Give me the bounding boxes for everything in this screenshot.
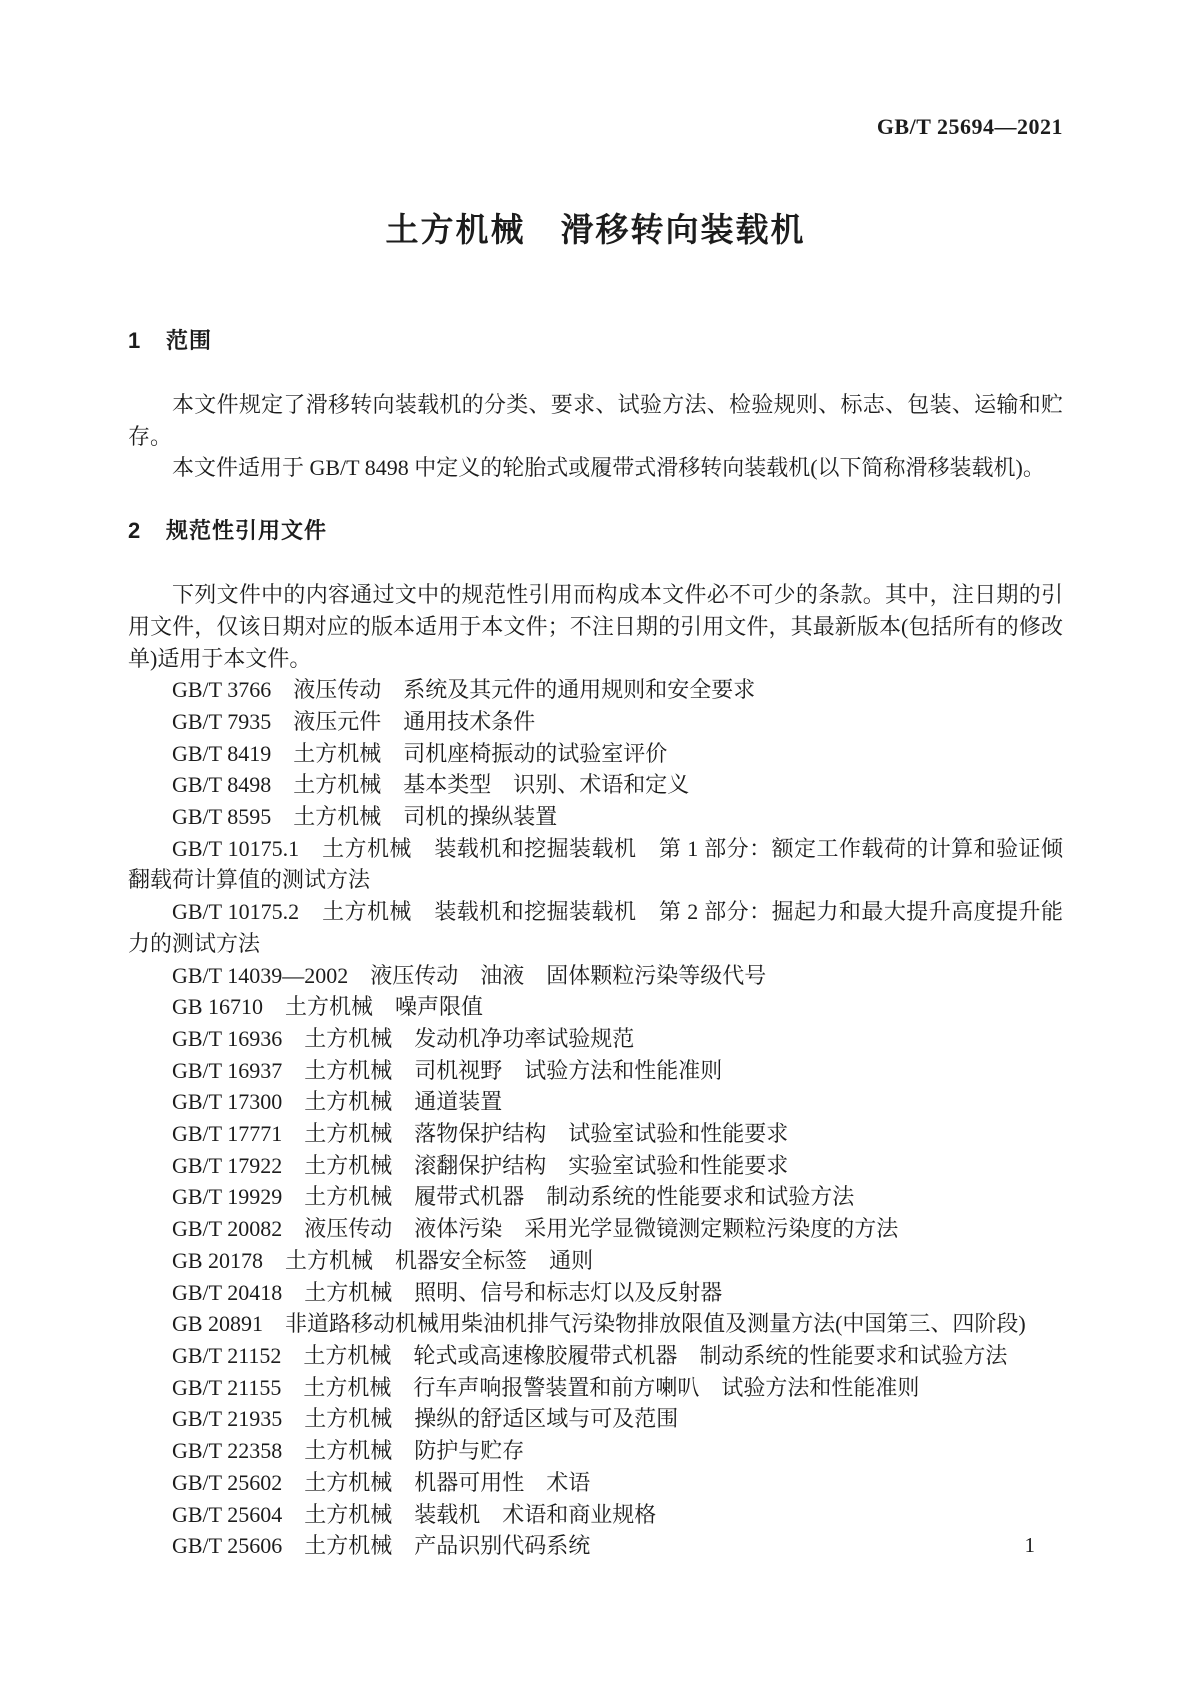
reference-item: GB/T 14039—2002 液压传动 油液 固体颗粒污染等级代号	[172, 962, 767, 988]
reference-item: GB/T 21152 土方机械 轮式或高速橡胶履带式机器 制动系统的性能要求和试验方法	[172, 1342, 1008, 1368]
document-title: 土方机械 滑移转向装载机	[385, 211, 806, 248]
reference-item: GB/T 22358 土方机械 防护与贮存	[172, 1438, 525, 1464]
reference-list	[128, 674, 1063, 1562]
section-2-heading	[128, 516, 1063, 546]
reference-item: GB 20178 土方机械 机器安全标签 通则	[172, 1247, 594, 1273]
reference-item: GB/T 16937 土方机械 司机视野 试验方法和性能准则	[172, 1057, 723, 1083]
references-intro-paragraph: 下列文件中的内容通过文中的规范性引用而构成本文件必不可少的条款。其中，注日期的引用文件，仅该日期对应的版本适用于本文件；不注日期的引用文件，其最新版本(包括所有的修改单)适用于本文件。	[128, 582, 1063, 671]
scope-paragraph: 本文件规定了滑移转向装载机的分类、要求、试验方法、检验规则、标志、包装、运输和贮存。	[128, 392, 1063, 449]
reference-item: GB/T 21155 土方机械 行车声响报警装置和前方喇叭 试验方法和性能准则	[172, 1374, 920, 1400]
reference-item: GB 20891 非道路移动机械用柴油机排气污染物排放限值及测量方法(中国第三、四阶段)	[172, 1311, 1026, 1337]
section-2-title: 规范性引用文件	[166, 518, 328, 544]
reference-item: GB/T 25604 土方机械 装载机 术语和商业规格	[172, 1501, 657, 1527]
reference-item: GB/T 25602 土方机械 机器可用性 术语	[172, 1469, 591, 1495]
reference-item: GB/T 8498 土方机械 基本类型 识别、术语和定义	[172, 772, 690, 798]
reference-item: GB/T 25606 土方机械 产品识别代码系统	[172, 1533, 591, 1559]
reference-item: GB/T 20418 土方机械 照明、信号和标志灯以及反射器	[172, 1279, 723, 1305]
reference-item: GB/T 3766 液压传动 系统及其元件的通用规则和安全要求	[172, 677, 756, 703]
section-1-heading	[128, 326, 1063, 356]
reference-item: GB/T 17300 土方机械 通道装置	[172, 1089, 503, 1115]
reference-item: GB/T 10175.2 土方机械 装载机和挖掘装载机 第 2 部分：掘起力和最大提升高度提升能力的测试方法	[128, 899, 1063, 956]
reference-item: GB/T 19929 土方机械 履带式机器 制动系统的性能要求和试验方法	[172, 1184, 855, 1210]
reference-item: GB/T 17771 土方机械 落物保护结构 试验室试验和性能要求	[172, 1121, 789, 1147]
section-2-number: 2	[128, 518, 141, 544]
page-number: 1	[1024, 1533, 1035, 1557]
reference-item: GB/T 7935 液压元件 通用技术条件	[172, 708, 536, 734]
reference-item: GB/T 20082 液压传动 液体污染 采用光学显微镜测定颗粒污染度的方法	[172, 1216, 899, 1242]
reference-item: GB/T 16936 土方机械 发动机净功率试验规范	[172, 1025, 635, 1051]
section-1-title: 范围	[166, 328, 213, 353]
section-normative-references	[128, 516, 1063, 1562]
reference-item: GB/T 10175.1 土方机械 装载机和挖掘装载机 第 1 部分：额定工作载荷的计算和验证倾翻载荷计算值的测试方法	[128, 835, 1063, 893]
reference-item: GB/T 8419 土方机械 司机座椅振动的试验室评价	[172, 740, 668, 766]
reference-item: GB/T 21935 土方机械 操纵的舒适区域与可及范围	[172, 1406, 679, 1432]
reference-item: GB 16710 土方机械 噪声限值	[172, 994, 484, 1020]
reference-item: GB/T 17922 土方机械 滚翻保护结构 实验室试验和性能要求	[172, 1152, 789, 1178]
section-scope	[128, 326, 1063, 484]
scope-paragraph: 本文件适用于 GB/T 8498 中定义的轮胎式或履带式滑移转向装载机(以下简称滑移装载机)。	[172, 455, 1045, 481]
standard-code: GB/T 25694—2021	[876, 114, 1063, 139]
reference-item: GB/T 8595 土方机械 司机的操纵装置	[172, 804, 558, 830]
section-1-number: 1	[128, 328, 141, 353]
